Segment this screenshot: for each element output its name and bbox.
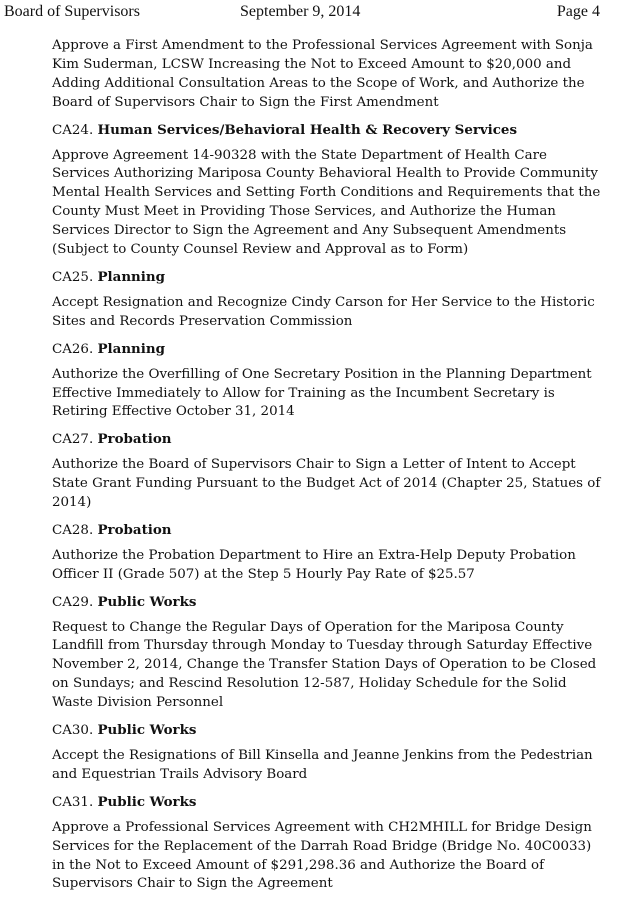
item-description: Accept the Resignations of Bill Kinsella and Jeanne Jenkins from the Pedestrian and Equestrian Trails Advisory Board (52, 748, 593, 782)
agenda-item-ca24 (52, 121, 607, 260)
agenda-item-ca26 (52, 340, 607, 423)
item-number: CA26. (52, 341, 94, 357)
item-number: CA24. (52, 122, 94, 138)
header-date: September 9, 2014 (240, 3, 361, 20)
agenda-item-heading (52, 430, 607, 450)
agenda-item-ca30 (52, 721, 607, 785)
item-department: Planning (97, 268, 165, 285)
header-board-name: Board of Supervisors (4, 3, 140, 20)
agenda-item-ca29 (52, 593, 607, 713)
agenda-content (52, 37, 607, 902)
item-description: Authorize the Overfilling of One Secretary Position in the Planning Department Effective Immediately to Allow for Training as the Incumbent Secretary is Retiring Effective October 31, 2014 (52, 366, 592, 420)
agenda-item-heading (52, 721, 607, 741)
item-number: CA29. (52, 594, 94, 610)
item-description: Authorize the Probation Department to Hire an Extra-Help Deputy Probation Officer II (Grade 507) at the Step 5 Hourly Pay Rate of $25.57 (52, 547, 576, 582)
item-number: CA28. (52, 522, 94, 538)
item-description: Approve Agreement 14-90328 with the State Department of Health Care Services Authorizing Mariposa County Behavioral Health to Provide Community Mental Health Services and Setting Forth Conditions and Requirements that the County Must Meet in Providing Those Services, and Authorize the Human Services Director to Sign the Agreement and Any Subsequent Amendments (Subject to County Counsel Review and Approval as to Form) (52, 147, 601, 258)
agenda-item-heading (52, 593, 607, 613)
agenda-item-heading (52, 268, 607, 288)
agenda-item-heading (52, 793, 607, 813)
agenda-item-heading (52, 340, 607, 360)
item-department: Public Works (97, 593, 197, 610)
item-department: Probation (97, 431, 172, 448)
item-description: Approve a Professional Services Agreement with CH2MHILL for Bridge Design Services for the Replacement of the Darrah Road Bridge (Bridge No. 40C0033) in the Not to Exceed Amount of $291,298.36 and Authorize the Board of Supervisors Chair to Sign the Agreement (52, 819, 592, 892)
item-department: Public Works (97, 793, 197, 810)
item-number: CA27. (52, 432, 94, 448)
agenda-item-ca31 (52, 793, 607, 895)
item-number: CA31. (52, 794, 94, 810)
item-description: Authorize the Board of Supervisors Chair to Sign a Letter of Intent to Accept State Grant Funding Pursuant to the Budget Act of 2014 (Chapter 25, Statues of 2014) (52, 457, 601, 511)
agenda-item-ca28 (52, 521, 607, 585)
item-number: CA30. (52, 723, 94, 739)
page-header (4, 3, 600, 23)
item-department: Human Services/Behavioral Health & Recovery Services (97, 121, 517, 138)
continued-item-text: Approve a First Amendment to the Professional Services Agreement with Sonja Kim Suderman, LCSW Increasing the Not to Exceed Amount to $20,000 and Adding Additional Consultation Areas to the Scope of Work, and Authorize the Board of Supervisors Chair to Sign the First Amendment (52, 38, 593, 110)
agenda-item-heading (52, 121, 607, 141)
agenda-item-ca27 (52, 430, 607, 513)
item-number: CA25. (52, 269, 94, 285)
item-department: Public Works (97, 722, 197, 739)
item-department: Probation (97, 521, 172, 538)
item-description: Accept Resignation and Recognize Cindy Carson for Her Service to the Historic Sites and Records Preservation Commission (52, 294, 595, 329)
agenda-item-ca25 (52, 268, 607, 332)
item-department: Planning (97, 340, 165, 357)
item-description: Request to Change the Regular Days of Operation for the Mariposa County Landfill from Thursday through Monday to Tuesday through Saturday Effective November 2, 2014, Change the Transfer Station Days of Operation to be Closed on Sundays; and Rescind Resolution 12-587, Holiday Schedule for the Solid Waste Division Personnel (52, 619, 597, 711)
agenda-item-heading (52, 521, 607, 541)
header-page-number: Page 4 (556, 3, 600, 20)
